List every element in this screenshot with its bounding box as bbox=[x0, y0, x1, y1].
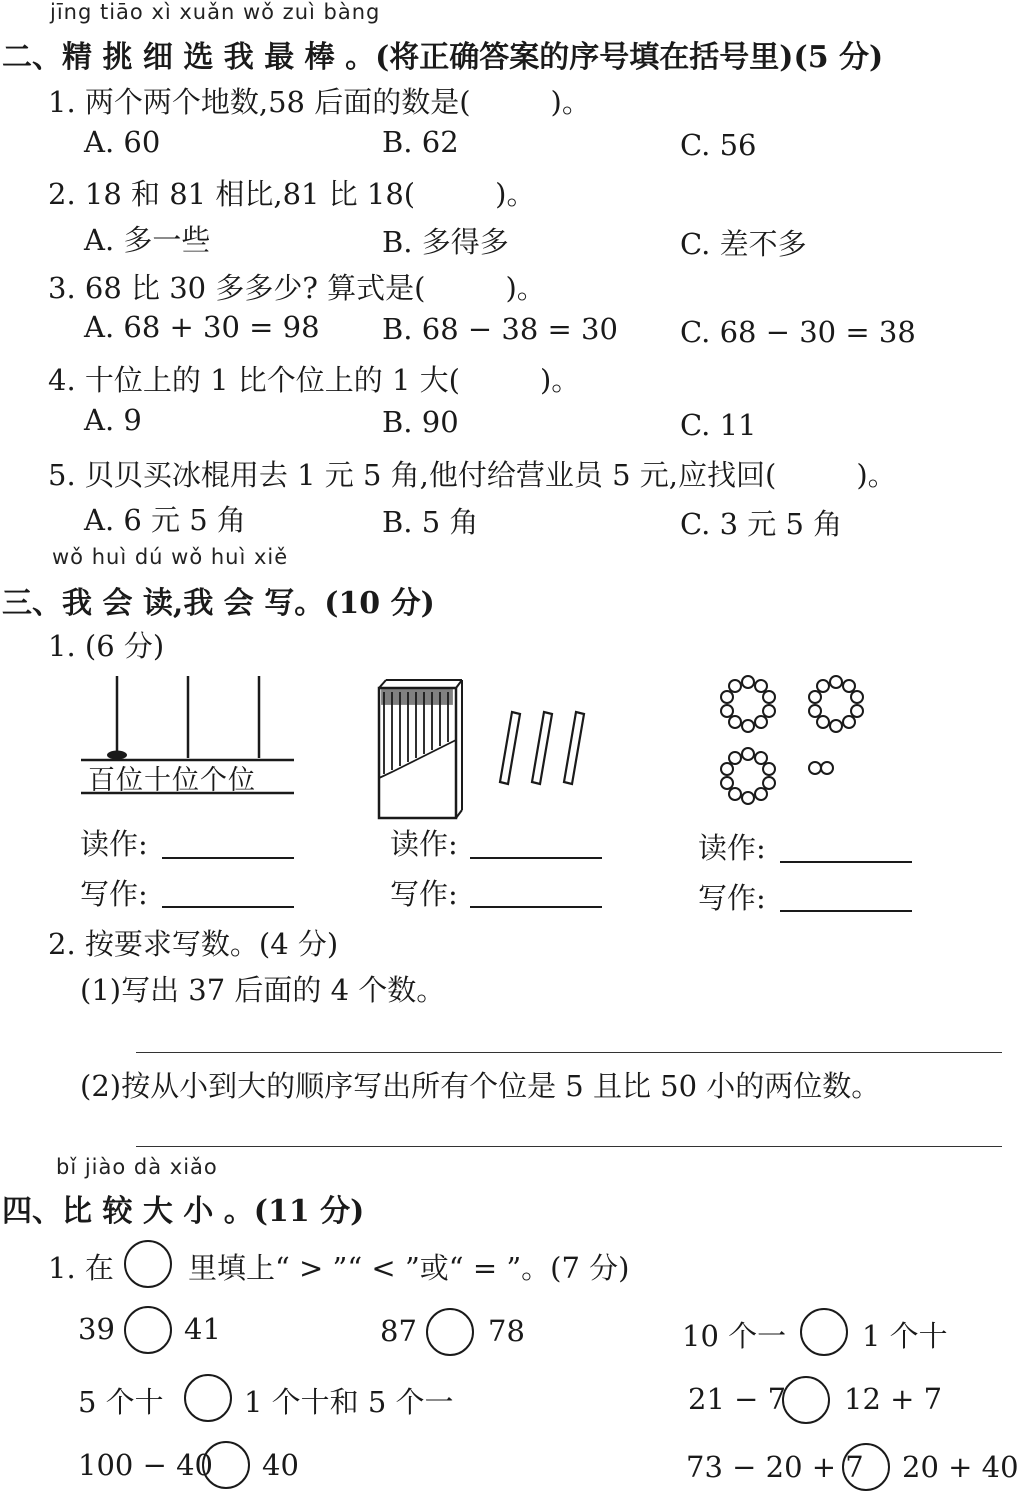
write-label-2: 写作: bbox=[390, 877, 458, 911]
sec4-q1-a: 1. 在 bbox=[48, 1251, 114, 1285]
write-answer-line-3[interactable] bbox=[780, 910, 912, 912]
option-3b: B. 68 − 38 = 30 bbox=[382, 312, 618, 346]
write-answer-line-2[interactable] bbox=[470, 906, 602, 908]
write-label-1: 写作: bbox=[80, 877, 148, 911]
compare-5-right: 12 + 7 bbox=[844, 1382, 943, 1416]
question-2: 2. 18 和 81 相比,81 比 18( )。 bbox=[48, 177, 536, 211]
compare-7-circle[interactable] bbox=[842, 1443, 890, 1491]
sec2-title: 二、精 挑 细 选 我 最 棒 。(将正确答案的序号填在括号里)(5 分) bbox=[2, 40, 884, 75]
compare-6-circle[interactable] bbox=[202, 1441, 250, 1489]
compare-7-right: 20 + 40 bbox=[902, 1450, 1019, 1484]
bead-rings-image bbox=[712, 670, 872, 810]
sec3-q2-2: (2)按从小到大的顺序写出所有个位是 5 且比 50 小的两位数。 bbox=[80, 1069, 881, 1103]
read-label-2: 读作: bbox=[390, 827, 458, 861]
answer-line-q2-2[interactable] bbox=[136, 1146, 1002, 1147]
sec4-title: 四、比 较 大 小 。(11 分) bbox=[2, 1194, 365, 1229]
sec3-pinyin: wǒ huì dú wǒ huì xiě bbox=[52, 545, 289, 569]
option-5c: C. 3 元 5 角 bbox=[680, 507, 843, 541]
example-circle bbox=[124, 1240, 172, 1288]
question-5: 5. 贝贝买冰棍用去 1 元 5 角,他付给营业员 5 元,应找回( )。 bbox=[48, 458, 897, 492]
compare-5-left: 21 − 7 bbox=[688, 1382, 787, 1416]
question-3: 3. 68 比 30 多多少? 算式是( )。 bbox=[48, 271, 546, 305]
sec3-q2-1: (1)写出 37 后面的 4 个数。 bbox=[80, 973, 446, 1007]
read-answer-line-2[interactable] bbox=[470, 857, 602, 859]
option-4b: B. 90 bbox=[382, 405, 459, 439]
compare-2-left: 87 bbox=[380, 1314, 417, 1348]
write-label-3: 写作: bbox=[698, 881, 766, 915]
option-1b: B. 62 bbox=[382, 125, 459, 159]
compare-1-circle[interactable] bbox=[124, 1306, 172, 1354]
question-1: 1. 两个两个地数,58 后面的数是( )。 bbox=[48, 85, 591, 119]
answer-line-q2-1[interactable] bbox=[136, 1052, 1002, 1053]
option-2b: B. 多得多 bbox=[382, 225, 509, 259]
option-4a: A. 9 bbox=[84, 403, 142, 437]
sec4-pinyin: bǐ jiào dà xiǎo bbox=[56, 1155, 218, 1179]
write-answer-line-1[interactable] bbox=[162, 906, 294, 908]
compare-4-left: 5 个十 bbox=[78, 1385, 164, 1419]
sec3-q1-label: 1. (6 分) bbox=[48, 629, 165, 663]
compare-1-left: 39 bbox=[78, 1312, 115, 1346]
compare-3-right: 1 个十 bbox=[862, 1319, 948, 1353]
compare-7-left: 73 − 20 + 7 bbox=[686, 1450, 864, 1484]
option-3c: C. 68 − 30 = 38 bbox=[680, 315, 916, 349]
option-5a: A. 6 元 5 角 bbox=[84, 503, 246, 537]
question-4: 4. 十位上的 1 比个位上的 1 大( )。 bbox=[48, 363, 581, 397]
compare-3-circle[interactable] bbox=[800, 1308, 848, 1356]
compare-4-circle[interactable] bbox=[184, 1374, 232, 1422]
compare-1-right: 41 bbox=[184, 1312, 221, 1346]
read-label-3: 读作: bbox=[698, 831, 766, 865]
stick-bundle-image bbox=[372, 674, 592, 822]
read-label-1: 读作: bbox=[80, 827, 148, 861]
compare-3-left: 10 个一 bbox=[682, 1319, 787, 1353]
option-4c: C. 11 bbox=[680, 408, 757, 442]
compare-6-left: 100 − 40 bbox=[78, 1448, 213, 1482]
sec3-title: 三、我 会 读,我 会 写。(10 分) bbox=[2, 586, 435, 621]
option-2a: A. 多一些 bbox=[84, 223, 211, 257]
compare-2-circle[interactable] bbox=[426, 1308, 474, 1356]
read-answer-line-1[interactable] bbox=[162, 857, 294, 859]
abacus-label: 百位十位个位 bbox=[88, 765, 256, 796]
option-1c: C. 56 bbox=[680, 128, 757, 162]
compare-4-right: 1 个十和 5 个一 bbox=[244, 1385, 454, 1419]
sec3-q2-label: 2. 按要求写数。(4 分) bbox=[48, 927, 339, 961]
sec2-pinyin: jīng tiāo xì xuǎn wǒ zuì bàng bbox=[50, 0, 381, 24]
compare-2-right: 78 bbox=[488, 1314, 525, 1348]
compare-5-circle[interactable] bbox=[782, 1376, 830, 1424]
option-3a: A. 68 + 30 = 98 bbox=[84, 310, 320, 344]
compare-6-right: 40 bbox=[262, 1448, 299, 1482]
read-answer-line-3[interactable] bbox=[780, 861, 912, 863]
option-1a: A. 60 bbox=[84, 125, 161, 159]
option-2c: C. 差不多 bbox=[680, 227, 807, 261]
option-5b: B. 5 角 bbox=[382, 505, 479, 539]
sec4-q1-b: 里填上“ > ”“ < ”或“ = ”。(7 分) bbox=[188, 1251, 630, 1285]
